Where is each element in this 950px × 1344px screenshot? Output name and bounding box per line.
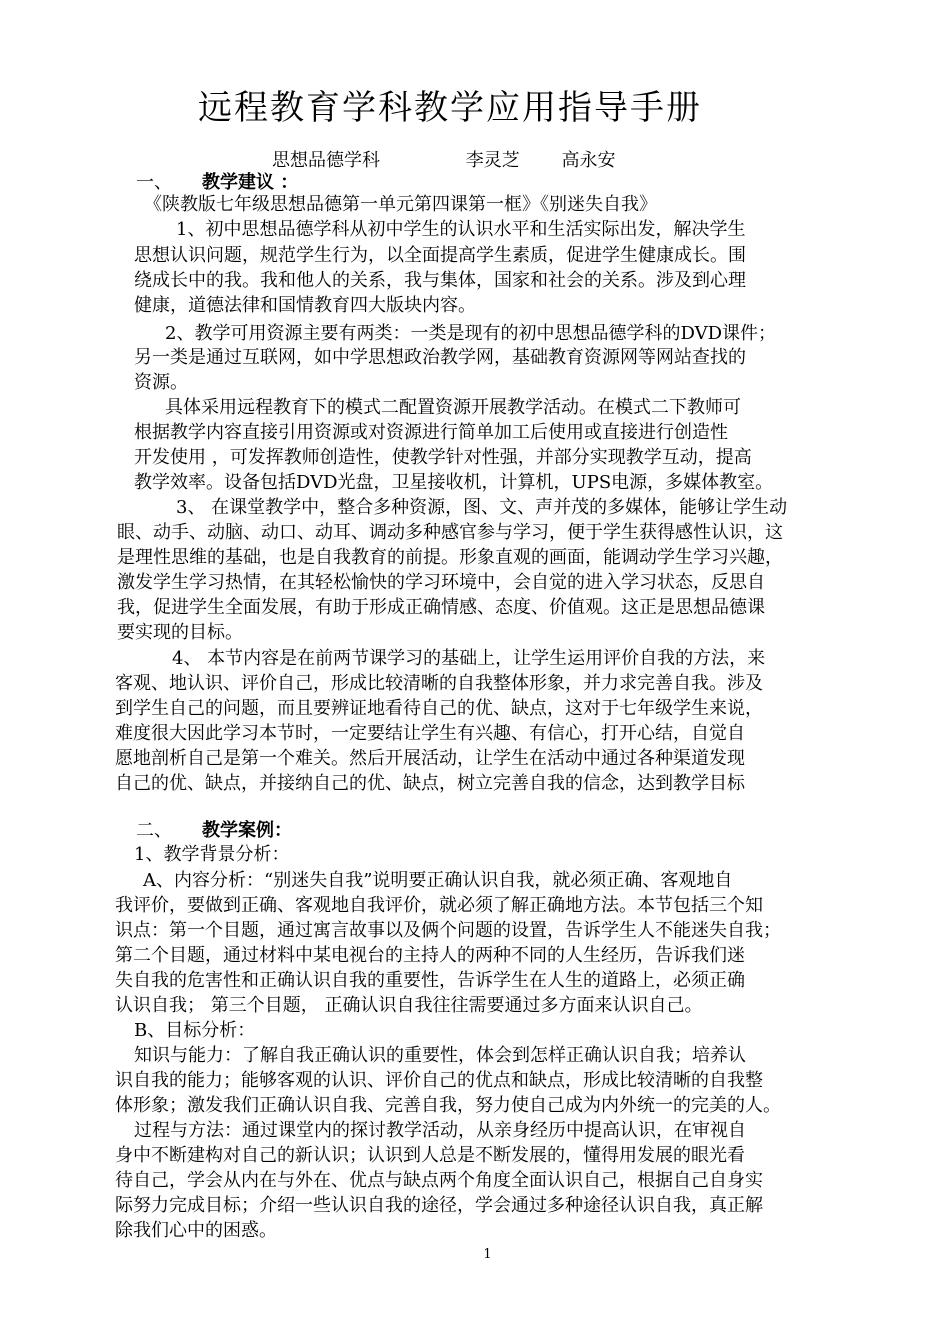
paragraph-line: 思想认识问题，规范学生行为，以全面提高学生素质，促进学生健康成长。围 — [134, 245, 746, 266]
author-name: 高永安 — [561, 150, 616, 171]
paragraph-line: 激发学生学习热情，在其轻松愉快的学习环境中，会自觉的进入学习状态，反思自 — [117, 572, 765, 593]
paragraph-line: 健康，道德法律和国情教育四大版块内容。 — [134, 295, 476, 316]
subsection-heading: B、目标分析： — [134, 1020, 256, 1041]
author-name: 李灵芝 — [465, 150, 520, 171]
lesson-title: 《陕教版七年级思想品德第一单元第四课第一框》《别迷失自我》 — [144, 194, 657, 215]
paragraph-line: 教学效率。设备包括DVD光盘，卫星接收机，计算机，UPS电源，多媒体教室。 — [134, 472, 774, 493]
paragraph-line: 知识与能力：了解自我正确认识的重要性，体会到怎样正确认识自我；培养认 — [134, 1045, 746, 1066]
paragraph-line: 另一类是通过互联网，如中学思想政治教学网，基础教育资源网等网站查找的 — [134, 347, 746, 368]
author-line — [272, 146, 615, 172]
paragraph-line: 第二个目题，通过材料中某电视台的主持人的两种不同的人生经历，告诉我们迷 — [115, 945, 745, 966]
paragraph-line: 是理性思维的基础，也是自我教育的前提。形象直观的画面，能调动学生学习兴趣， — [117, 547, 783, 568]
paragraph-line: 愿地剖析自己是第一个难关。然后开展活动，让学生在活动中通过各种渠道发现 — [115, 748, 745, 769]
section-number: 一、 — [136, 172, 172, 193]
paragraph-line: 开发使用 ，可发挥教师创造性，使教学针对性强，并部分实现教学互动，提高 — [134, 447, 752, 468]
subsection-heading: 1、教学背景分析： — [134, 844, 290, 865]
paragraph-line: 客观、地认识、评价自己，形成比较清晰的自我整体形象，并力求完善自我。涉及 — [115, 673, 763, 694]
paragraph-line: 失自我的危害性和正确认识自我的重要性，告诉学生在人生的道路上，必须正确 — [115, 970, 745, 991]
paragraph-line: 待自己，学会从内在与外在、优点与缺点两个角度全面认识自己，根据自己自身实 — [115, 1170, 763, 1191]
paragraph-line: 我评价，要做到正确、客观地自我评价，就必须了解正确地方法。本节包括三个知 — [115, 895, 763, 916]
paragraph-line: 4、 本节内容是在前两节课学习的基础上，让学生运用评价自我的方法，来 — [172, 648, 766, 669]
page-number: 1 — [483, 1247, 492, 1262]
paragraph-line: 绕成长中的我。我和他人的关系，我与集体，国家和社会的关系。涉及到心理 — [134, 270, 746, 291]
paragraph-line: 2、教学可用资源主要有两类：一类是现有的初中思想品德学科的DVD课件； — [165, 323, 776, 344]
paragraph-line: 要实现的目标。 — [117, 622, 243, 643]
paragraph-line: 具体采用远程教育下的模式二配置资源开展教学活动。在模式二下教师可 — [165, 397, 741, 418]
paragraph-line: 到学生自己的问题，而且要辨证地看待自己的优、缺点，这对于七年级学生来说， — [115, 698, 763, 719]
paragraph-line: 难度很大因此学习本节时，一定要结让学生有兴趣、有信心，打开心结，自觉自 — [115, 723, 745, 744]
subject-label: 思想品德学科 — [272, 150, 380, 171]
paragraph-line: 认识自我； 第三个目题， 正确认识自我往往需要通过多方面来认识自己。 — [115, 995, 703, 1016]
paragraph-line: 体形象；激发我们正确认识自我、完善自我，努力使自己成为内外统一的完美的人。 — [115, 1095, 781, 1116]
paragraph-line: 我，促进学生全面发展，有助于形成正确情感、态度、价值观。这正是思想品德课 — [117, 597, 765, 618]
section-heading — [136, 818, 292, 844]
paragraph-line: 除我们心中的困惑。 — [115, 1220, 277, 1241]
paragraph-line: 身中不断建构对自己的新认识；认识到人总是不断发展的，懂得用发展的眼光看 — [115, 1145, 745, 1166]
paragraph-line: 资源。 — [134, 372, 188, 393]
paragraph-line: 1、初中思想品德学科从初中学生的认识水平和生活实际出发，解决学生 — [176, 219, 746, 240]
paragraph-line: 识自我的能力；能够客观的认识、评价自己的优点和缺点，形成比较清晰的自我整 — [115, 1070, 763, 1091]
section-number: 二、 — [136, 820, 172, 841]
paragraph-line: 际努力完成目标；介绍一些认识自我的途径，学会通过多种途径认识自我，真正解 — [115, 1195, 763, 1216]
paragraph-line: A、内容分析：“别迷失自我”说明要正确认识自我，就必须正确、客观地自 — [143, 870, 733, 891]
paragraph-line: 根据教学内容直接引用资源或对资源进行简单加工后使用或直接进行创造性 — [134, 422, 728, 443]
section-label: 教学案例： — [202, 820, 292, 841]
paragraph-line: 过程与方法：通过课堂内的探讨教学活动，从亲身经历中提高认识，在审视自 — [134, 1120, 746, 1141]
paragraph-line: 自己的优、缺点，并接纳自己的优、缺点，树立完善自我的信念，达到教学目标 — [115, 773, 745, 794]
paragraph-line: 眼、动手、动脑、动口、动耳、调动多种感官参与学习，便于学生获得感性认识，这 — [117, 522, 783, 543]
section-label: 教学建议 ： — [202, 172, 299, 193]
paragraph-line: 3、 在课堂教学中，整合多种资源，图、文、声并茂的多媒体，能够让学生动 — [176, 497, 788, 518]
paragraph-line: 识点：第一个目题，通过寓言故事以及俩个问题的设置，告诉学生人不能迷失自我； — [115, 920, 781, 941]
document-title: 远程教育学科教学应用指导手册 — [198, 88, 702, 128]
